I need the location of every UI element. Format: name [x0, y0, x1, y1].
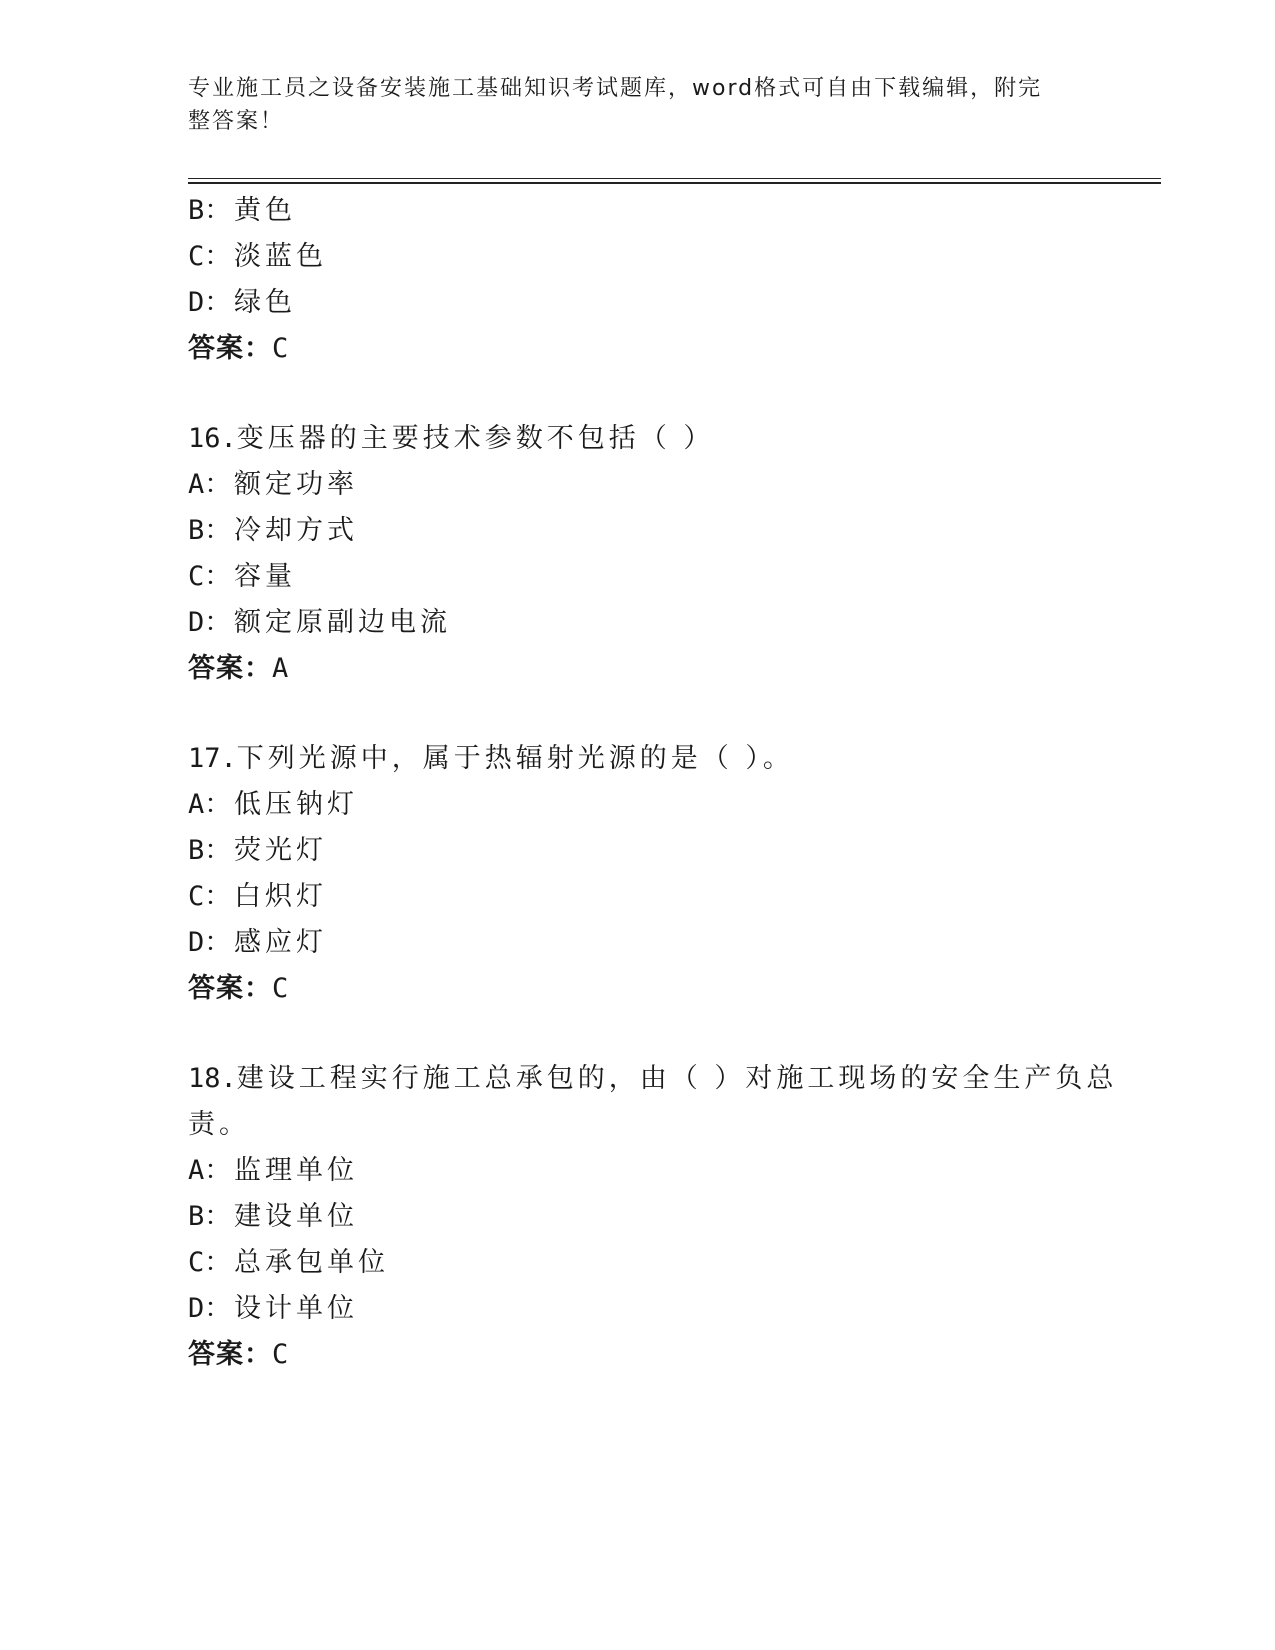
question-block-15 [188, 188, 1088, 372]
answer-line: 答案：A [188, 653, 290, 684]
question-list [188, 188, 1118, 1378]
option-b: B： 建设单位 [188, 1201, 358, 1232]
question-stem: 18.建设工程实行施工总承包的，由（ ）对施工现场的安全生产负总 [188, 1063, 1118, 1094]
option-c: C： 白炽灯 [188, 881, 327, 912]
option-b: B： 黄色 [188, 195, 296, 226]
option-d: D： 设计单位 [188, 1293, 358, 1324]
header-line-2: 整答案！ [188, 109, 285, 134]
option-a: A： 低压钠灯 [188, 789, 358, 820]
header-divider-thin [188, 178, 1161, 179]
option-c: C： 淡蓝色 [188, 241, 327, 272]
option-a: A： 额定功率 [188, 469, 358, 500]
option-c: C： 容量 [188, 561, 296, 592]
question-block-16 [188, 416, 1088, 692]
answer-line: 答案：C [188, 1339, 290, 1370]
option-d: D： 额定原副边电流 [188, 607, 451, 638]
option-b: B： 荧光灯 [188, 835, 327, 866]
question-block-17 [188, 736, 1088, 1012]
option-a: A： 监理单位 [188, 1155, 358, 1186]
option-c: C： 总承包单位 [188, 1247, 389, 1278]
answer-line: 答案：C [188, 333, 290, 364]
question-block-18 [188, 1056, 1118, 1378]
header-line-1: 专业施工员之设备安装施工基础知识考试题库，word格式可自由下载编辑，附完 [188, 76, 1043, 101]
option-d: D： 绿色 [188, 287, 296, 318]
document-header [188, 72, 1068, 138]
question-stem-continued: 责。 [188, 1109, 250, 1140]
question-stem: 16.变压器的主要技术参数不包括（ ） [188, 423, 715, 454]
option-b: B： 冷却方式 [188, 515, 358, 546]
question-stem: 17.下列光源中，属于热辐射光源的是（ ）。 [188, 743, 794, 774]
option-d: D： 感应灯 [188, 927, 327, 958]
header-divider-thick [188, 182, 1161, 184]
answer-line: 答案：C [188, 973, 290, 1004]
